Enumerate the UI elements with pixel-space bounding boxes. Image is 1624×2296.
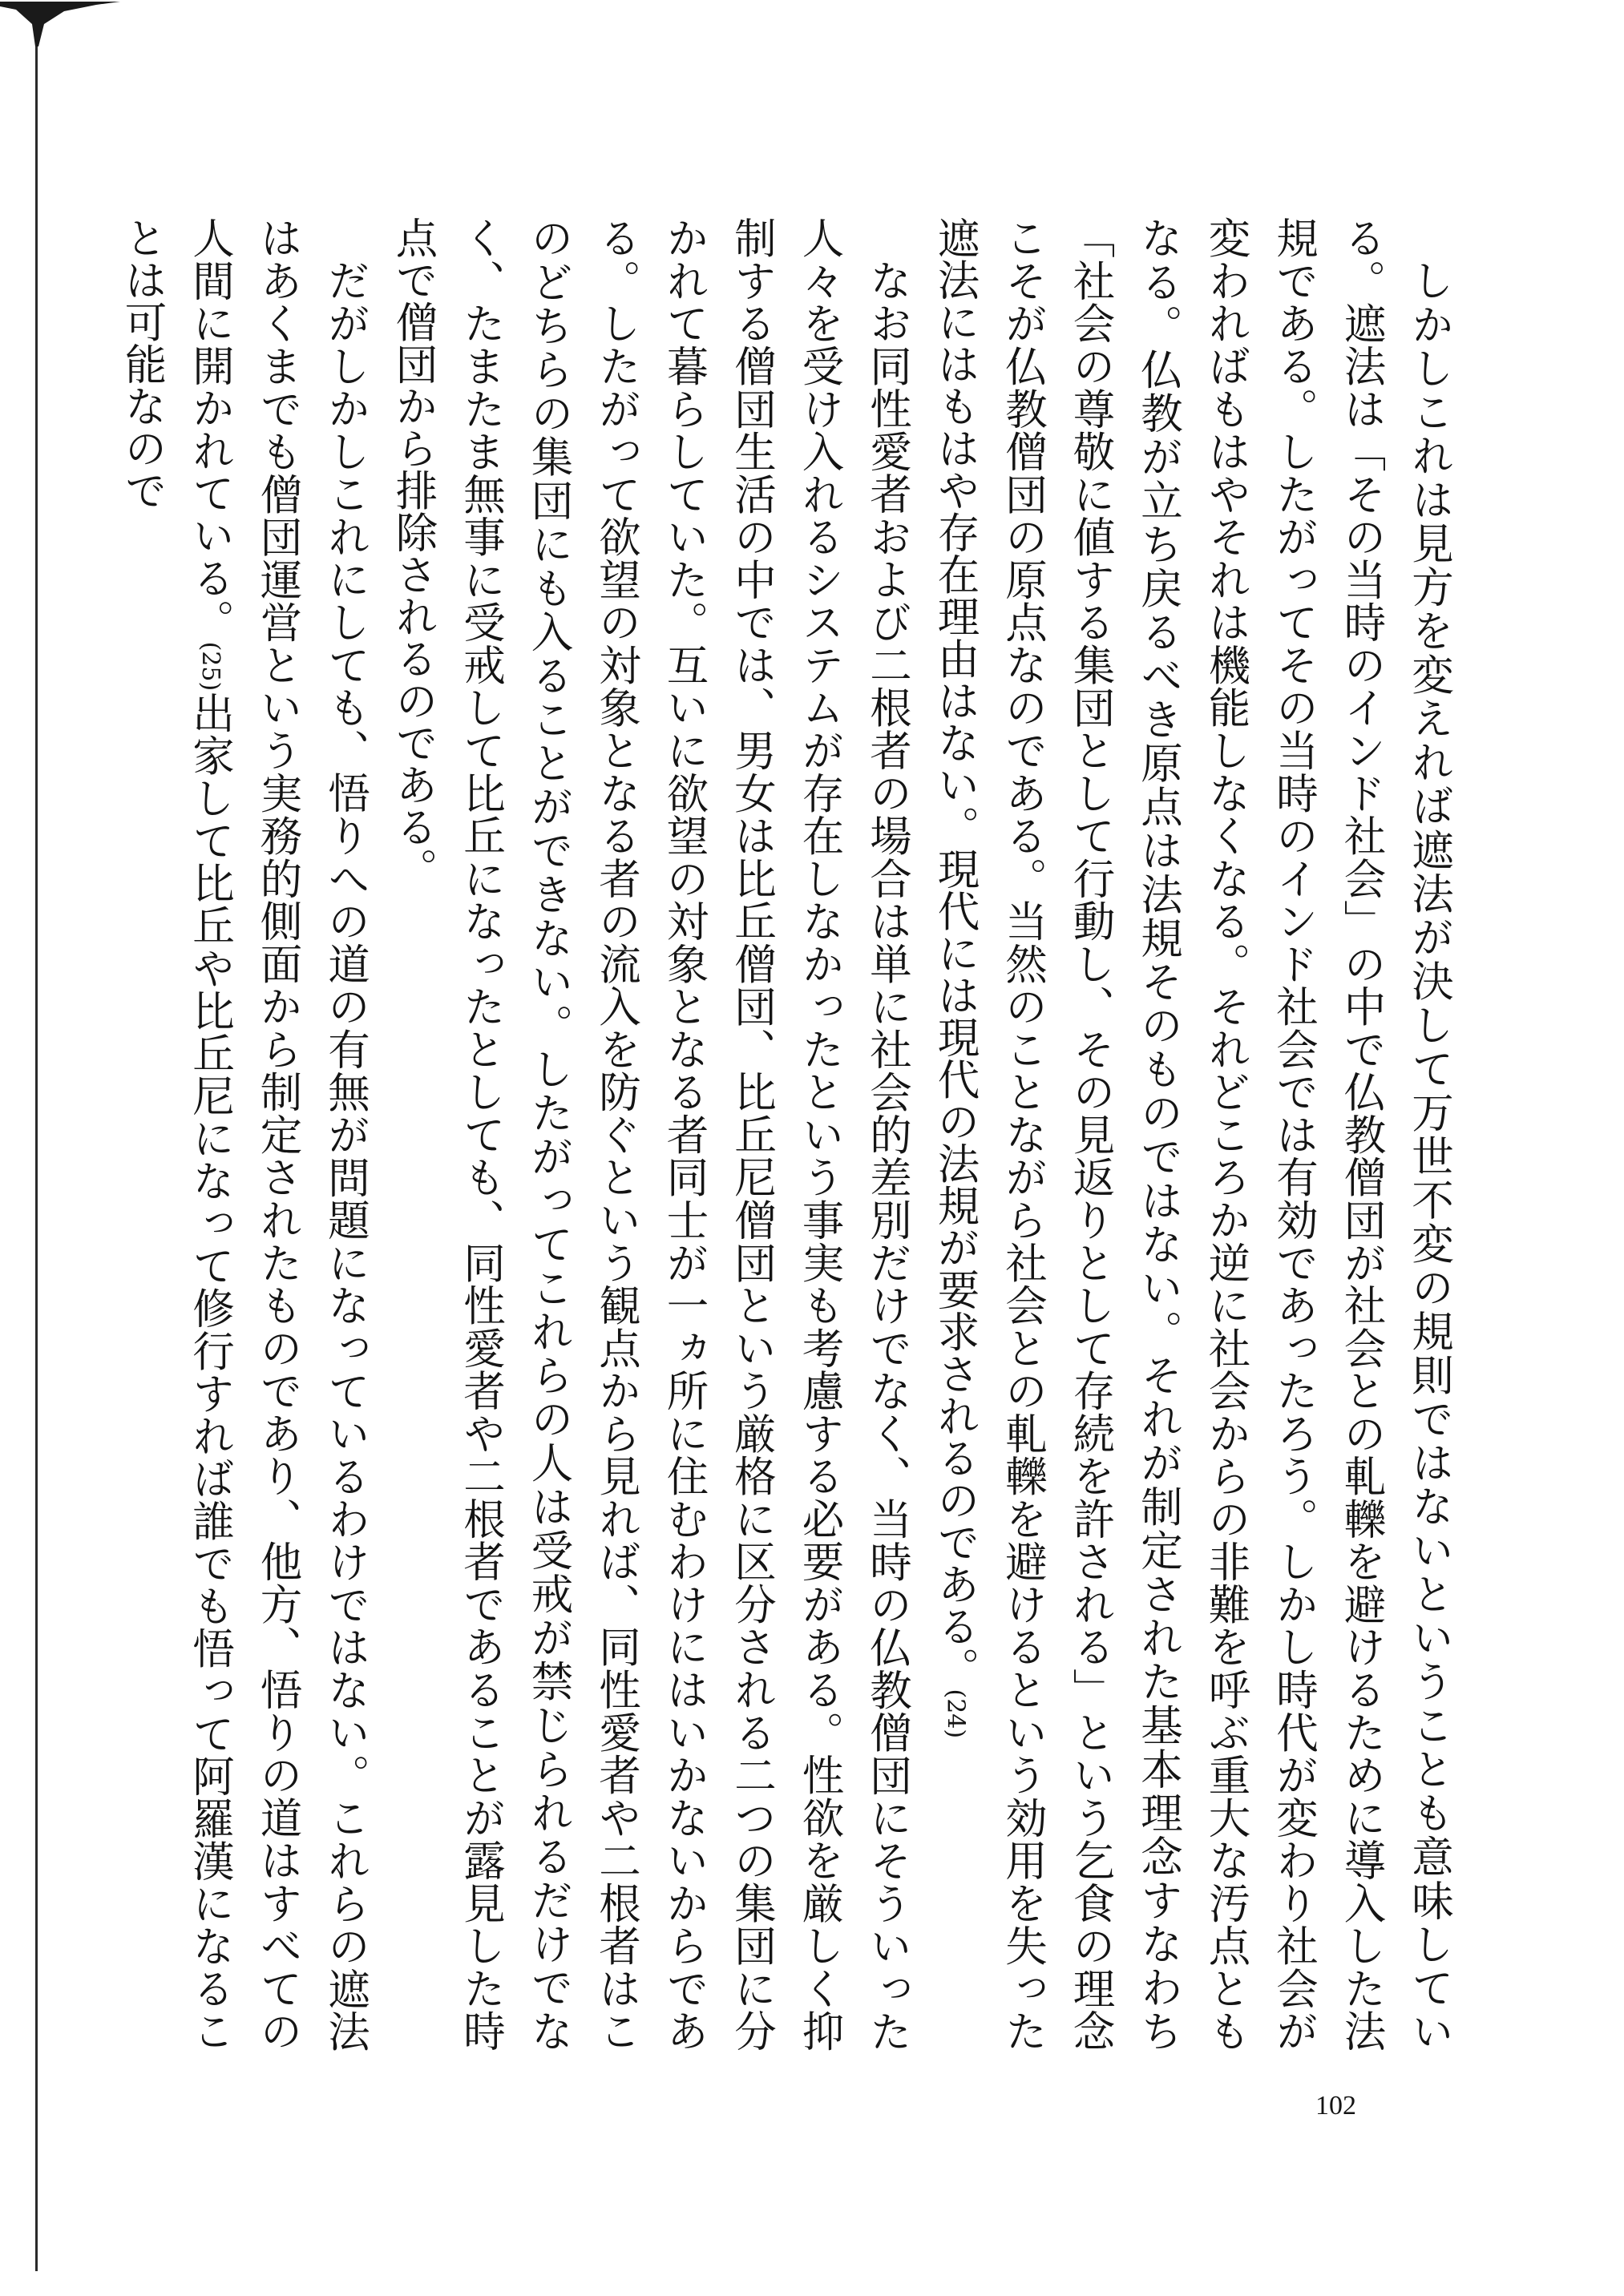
page-edge-line: [35, 27, 38, 2271]
paragraph-text: 出家して比丘や比丘尼になって修行すれば誰でも悟って阿羅漢になることは可能なので: [118, 216, 235, 2052]
paragraph: [108, 216, 379, 2052]
paragraph: [379, 216, 921, 2052]
page-number: 102: [1315, 2091, 1356, 2120]
footnote-marker: (24): [941, 1689, 970, 1739]
body-text: [118, 216, 1463, 2052]
paragraph-text: なお同性愛者および二根者の場合は単に社会的差別だけでなく、当時の仏教僧団にそういった人々を受け入れるシステムが存在しなかったという事実も考慮する必要がある。性欲を厳しく抑制する僧団生活の中では、男女は比丘僧団、比丘尼僧団という厳格に区分される二つの集団に分かれて暮らしていた。互いに欲望の対象となる者同士が一ヵ所に住むわけにはいかないからである。したがって欲望の対象となる者の流入を防ぐという観点から見れば、同性愛者や二根者はこのどちらの集団にも入ることができない。したがってこれらの人は受戒が禁じられるだけでなく、たまたま無事に受戒して比丘になったとしても、同性愛者や二根者であることが露見した時点で僧団から排除されるのである。: [389, 216, 912, 2052]
paragraph: [921, 216, 1463, 2052]
paragraph-text: しかしこれは見方を変えれば遮法が決して万世不変の規則ではないということも意味している。遮法は「その当時のインド社会」の中で仏教僧団が社会との軋轢を避けるために導入した法規である。したがってその当時のインド社会では有効であったろう。しかし時代が変わり社会が変わればもはやそれは機能しなくなる。それどころか逆に社会からの非難を呼ぶ重大な汚点ともなる。仏教が立ち戻るべき原点は法規そのものではない。それが制定された基本理念すなわち「社会の尊敬に値する集団として行動し、その見返りとして存続を許される」という乞食の理念こそが仏教僧団の原点なのである。当然のことながら社会との軋轢を避けるという効用を失った遮法にはもはや存在理由はない。現代には現代の法規が要求されるのである。: [931, 216, 1454, 2052]
paragraph-text: だがしかしこれにしても、悟りへの道の有無が問題になっているわけではない。これらの遮法はあくまでも僧団運営という実務的側面から制定されたものであり、他方、悟りの道はすべての人間に開かれている。: [186, 216, 370, 2052]
footnote-marker: (25): [196, 641, 224, 692]
scan-corner-mark: [0, 0, 120, 48]
